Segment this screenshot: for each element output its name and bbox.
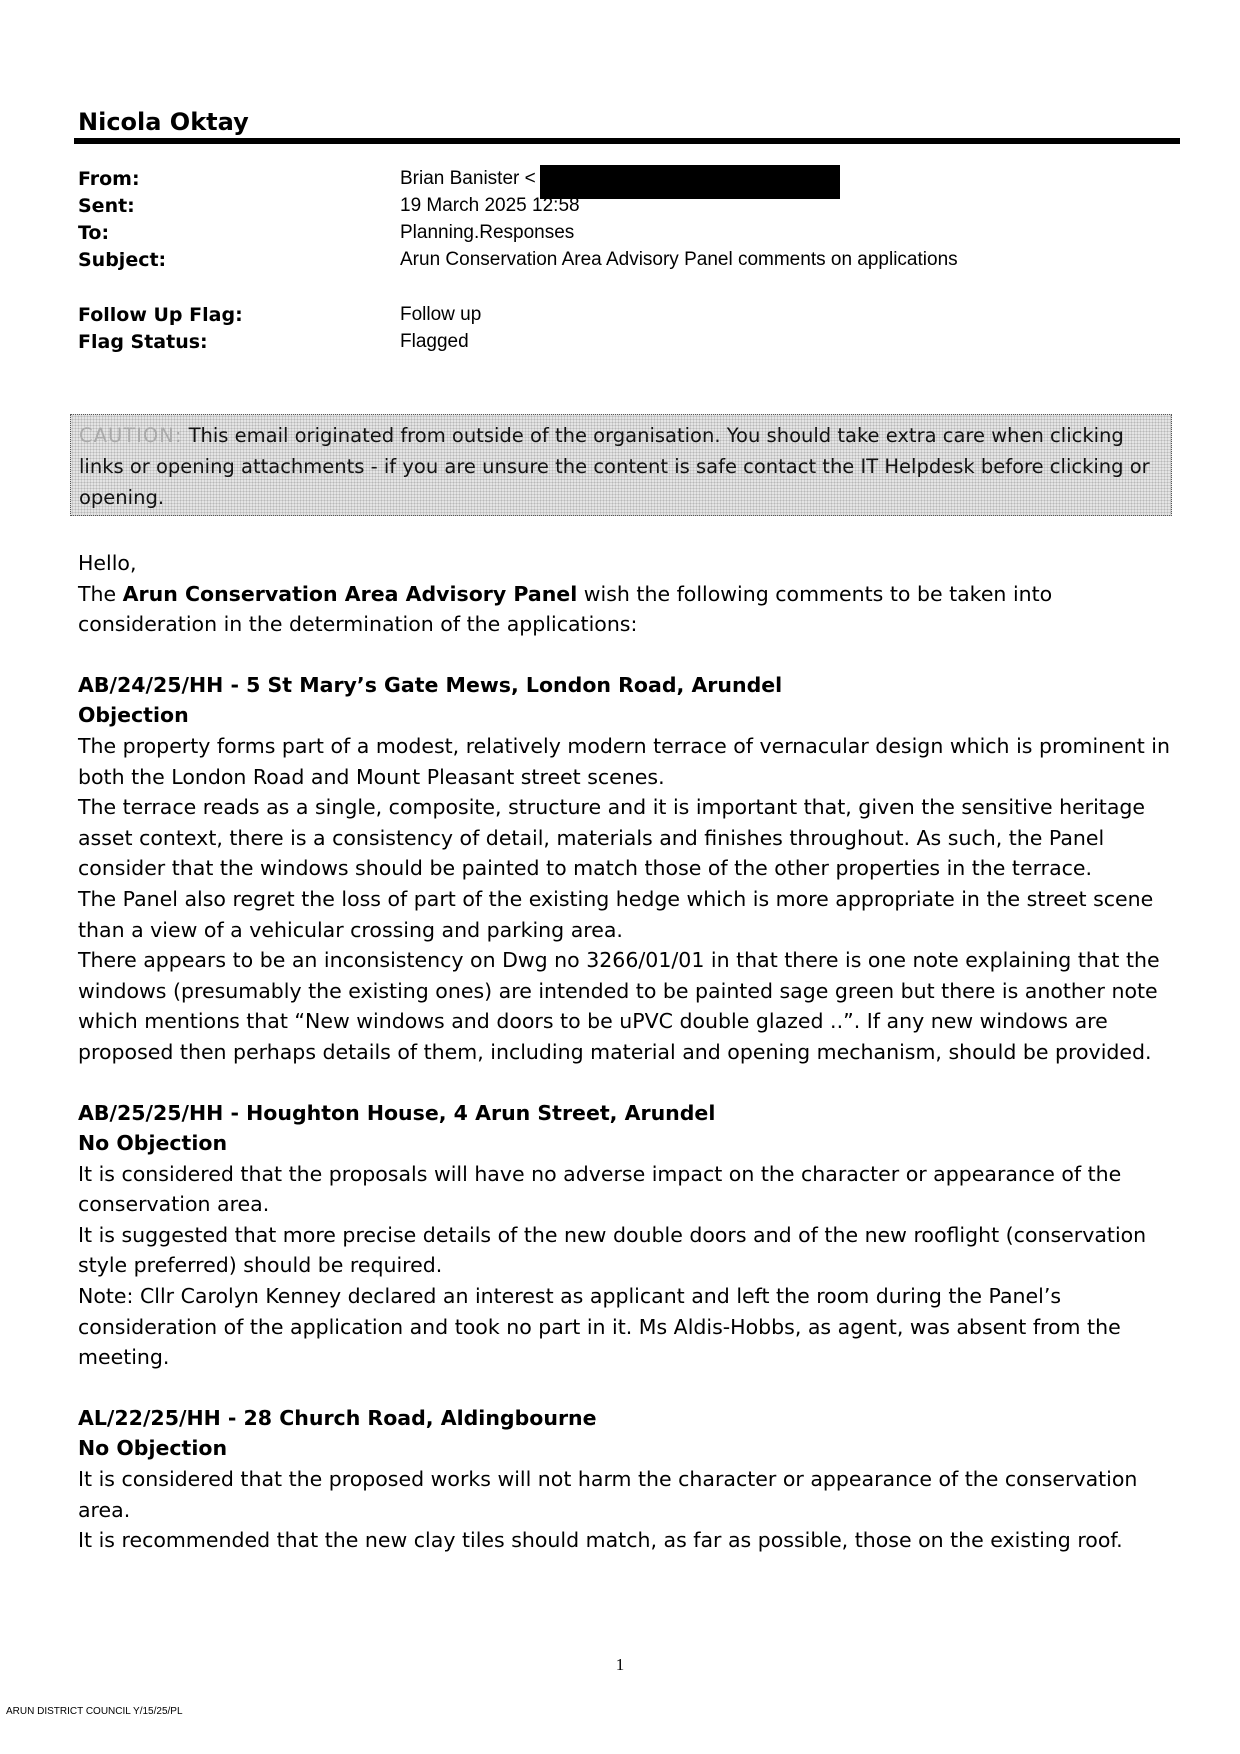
email-body: [78, 548, 1188, 1556]
follow-up-value: Follow up: [400, 304, 482, 325]
external-email-caution-banner: [70, 414, 1172, 516]
redacted-email-address: [540, 165, 840, 199]
application-verdict: No Objection: [78, 1436, 228, 1461]
to-value: Planning.Responses: [400, 222, 575, 243]
application-verdict: No Objection: [78, 1131, 228, 1156]
application-ref: AL/22/25/HH - 28 Church Road, Aldingbourne: [78, 1405, 597, 1430]
footer-reference: ARUN DISTRICT COUNCIL Y/15/25/PL: [6, 1706, 183, 1717]
mailbox-owner-name: Nicola Oktay: [78, 108, 249, 136]
subject-label: Subject:: [78, 249, 167, 271]
intro-suffix: wish the following comments to be taken into consideration in the determination of the applications:: [78, 581, 1053, 637]
subject-value: Arun Conservation Area Advisory Panel comments on applications: [400, 249, 958, 270]
comment-paragraph: The property forms part of a modest, relatively modern terrace of vernacular design which is prominent in both the London Road and Mount Pleasant street scenes.: [78, 733, 1170, 789]
follow-up-label: Follow Up Flag:: [78, 304, 243, 326]
from-value: Brian Banister <: [400, 168, 536, 189]
comment-paragraph: Note: Cllr Carolyn Kenney declared an interest as applicant and left the room during the Panel’s consideration of the application and took no part in it. Ms Aldis-Hobbs, as agent, was absent from the meeting.: [78, 1284, 1121, 1370]
sent-label: Sent:: [78, 195, 135, 217]
sent-value: 19 March 2025 12:58: [400, 195, 580, 216]
application-verdict: Objection: [78, 703, 189, 728]
flag-status-label: Flag Status:: [78, 331, 208, 353]
comment-paragraph: It is recommended that the new clay tiles should match, as far as possible, those on the existing roof.: [78, 1528, 1123, 1553]
comment-paragraph: It is suggested that more precise details of the new double doors and of the new rooflight (conservation style preferred) should be required.: [78, 1222, 1147, 1278]
header-rule: [74, 138, 1180, 144]
flag-status-value: Flagged: [400, 331, 469, 352]
spacer: [78, 640, 1188, 670]
to-label: To:: [78, 222, 110, 244]
intro-paragraph: [78, 579, 1188, 640]
page-number: 1: [615, 1655, 625, 1674]
intro-prefix: The: [78, 581, 123, 606]
application-ref: AB/25/25/HH - Houghton House, 4 Arun Street, Arundel: [78, 1100, 716, 1125]
comment-paragraph: It is considered that the proposed works will not harm the character or appearance of the conservation area.: [78, 1467, 1138, 1522]
spacer: [78, 1068, 1188, 1098]
panel-name: Arun Conservation Area Advisory Panel: [122, 581, 578, 606]
comment-paragraph: It is considered that the proposals will have no adverse impact on the character or appearance of the conservation area.: [78, 1161, 1122, 1217]
comment-paragraph: There appears to be an inconsistency on Dwg no 3266/01/01 in that there is one note explaining that the windows (presumably the existing ones) are intended to be painted sage green but there is another note which mentions that “New windows and doors to be uPVC double glazed ..”. If any new windows are proposed then perhaps details of them, including material and opening mechanism, should be provided.: [78, 948, 1160, 1064]
from-label: From:: [78, 168, 140, 190]
application-ref: AB/24/25/HH - 5 St Mary’s Gate Mews, London Road, Arundel: [78, 672, 783, 697]
comment-paragraph: The terrace reads as a single, composite, structure and it is important that, given the sensitive heritage asset context, there is a consistency of detail, materials and finishes throughout. As such, the Panel consider that the windows should be painted to match those of the other properties in the terrace.: [78, 795, 1146, 881]
caution-word: CAUTION:: [79, 424, 183, 447]
greeting: Hello,: [78, 551, 137, 575]
spacer: [78, 1373, 1188, 1403]
comment-paragraph: The Panel also regret the loss of part of the existing hedge which is more appropriate in the street scene than a view of a vehicular crossing and parking area.: [78, 886, 1154, 942]
caution-text: This email originated from outside of the organisation. You should take extra care when clicking links or opening attachments - if you are unsure the content is safe contact the IT Helpdesk before clicking or opening.: [79, 424, 1150, 509]
